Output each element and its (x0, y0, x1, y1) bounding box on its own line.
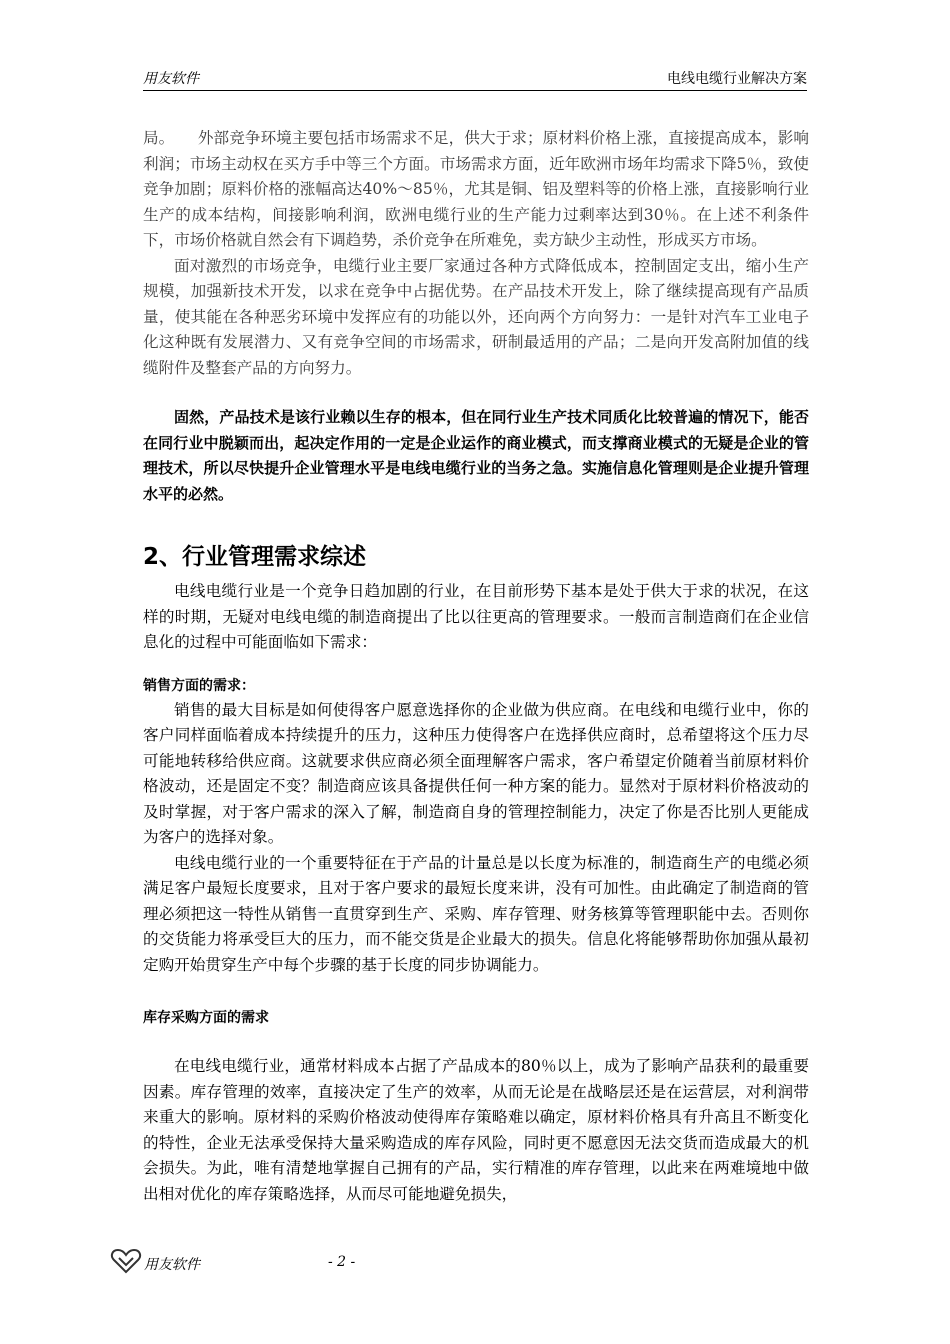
subheading-inventory: 库存采购方面的需求 (143, 1010, 269, 1026)
paragraph-sales-2: 电线电缆行业的一个重要特征在于产品的计量总是以长度为标准的，制造商生产的电缆必须满足客户最短长度要求，且对于客户要求的最短长度来讲，没有可加性。由此确定了制造商的管理必须把这一特性从销售一直贯穿到生产、采购、库存管理、财务核算等管理职能中去。否则你的交货能力将承受巨大的压力，而不能交货是企业最大的损失。信息化将能够帮助你加强从最初定购开始贯穿生产中每个步骤的基于长度的同步协调能力。 (143, 853, 809, 974)
page-footer (110, 1248, 810, 1278)
subheading-sales: 销售方面的需求： (143, 677, 255, 694)
section-heading: 2、行业管理需求综述 (143, 544, 367, 570)
page-number: - 2 - (328, 1254, 356, 1270)
paragraph-sales-1: 销售的最大目标是如何使得客户愿意选择你的企业做为供应商。在电线和电缆行业中，你的客户同样面临着成本持续提升的压力，这种压力使得客户在选择供应商时，总希望将这个压力尽可能地转移给供应商。这就要求供应商必须全面理解客户需求，客户希望定价随着当前原材料价格波动，还是固定不变？制造商应该具备提供任何一种方案的能力。显然对于原材料价格波动的及时掌握，对于客户需求的深入了解，制造商自身的管理控制能力，决定了你是否比别人更能成为客户的选择对象。 (143, 700, 809, 846)
yonyou-logo-icon (110, 1248, 142, 1274)
footer-company: 用友软件 (144, 1257, 200, 1273)
paragraph-response: 面对激烈的市场竞争，电缆行业主要厂家通过各种方式降低成本，控制固定支出，缩小生产规模，加强新技术开发，以求在竞争中占据优势。在产品技术开发上，除了继续提高现有产品质量，使其能在各种恶劣环境中发挥应有的功能以外，还向两个方向努力：一是针对汽车工业电子化这种既有发展潜力、又有竞争空间的市场需求，研制最适用的产品；二是向开发高附加值的线缆附件及整套产品的方向努力。 (143, 256, 809, 377)
paragraph-inventory: 在电线电缆行业，通常材料成本占据了产品成本的80％以上，成为了影响产品获利的最重要因素。库存管理的效率，直接决定了生产的效率，从而无论是在战略层还是在运营层，对利润带来重大的影响。原材料的采购价格波动使得库存策略难以确定，原材料价格具有升高且不断变化的特性，企业无法承受保持大量采购造成的库存风险，同时更不愿意因无法交货而造成最大的机会损失。为此，唯有清楚地掌握自己拥有的产品，实行精准的库存管理，以此来在两难境地中做出相对优化的库存策略选择，从而尽可能地避免损失， (143, 1057, 809, 1203)
paragraph-conclusion: 固然，产品技术是该行业赖以生存的根本，但在同行业生产技术同质化比较普遍的情况下，能否在同行业中脱颖而出，起决定作用的一定是企业运作的商业模式，而支撑商业模式的无疑是企业的管理技术，所以尽快提升企业管理水平是电线电缆行业的当务之急。实施信息化管理则是企业提升管理水平的必然。 (143, 408, 809, 503)
paragraph-overview: 电线电缆行业是一个竞争日趋加剧的行业，在目前形势下基本是处于供大于求的状况，在这样的时期，无疑对电线电缆的制造商提出了比以往更高的管理要求。一般而言制造商们在企业信息化的过程中可能面临如下需求： (143, 582, 809, 651)
header-title: 电线电缆行业解决方案 (667, 71, 807, 87)
page-content (143, 126, 809, 1207)
header-company: 用友软件 (143, 71, 199, 87)
paragraph-competition: 局。 外部竞争环境主要包括市场需求不足，供大于求；原材料价格上涨，直接提高成本，影响利润；市场主动权在买方手中等三个方面。市场需求方面，近年欧洲市场年均需求下降5％，致使竞争加剧；原料价格的涨幅高达40%～85％，尤其是铜、铝及塑料等的价格上涨，直接影响行业生产的成本结构，间接影响利润，欧洲电缆行业的生产能力过剩率达到30％。在上述不利条件下，市场价格就自然会有下调趋势，杀价竞争在所难免，卖方缺少主动性，形成买方市场。 (143, 129, 809, 249)
page-header (143, 66, 807, 91)
